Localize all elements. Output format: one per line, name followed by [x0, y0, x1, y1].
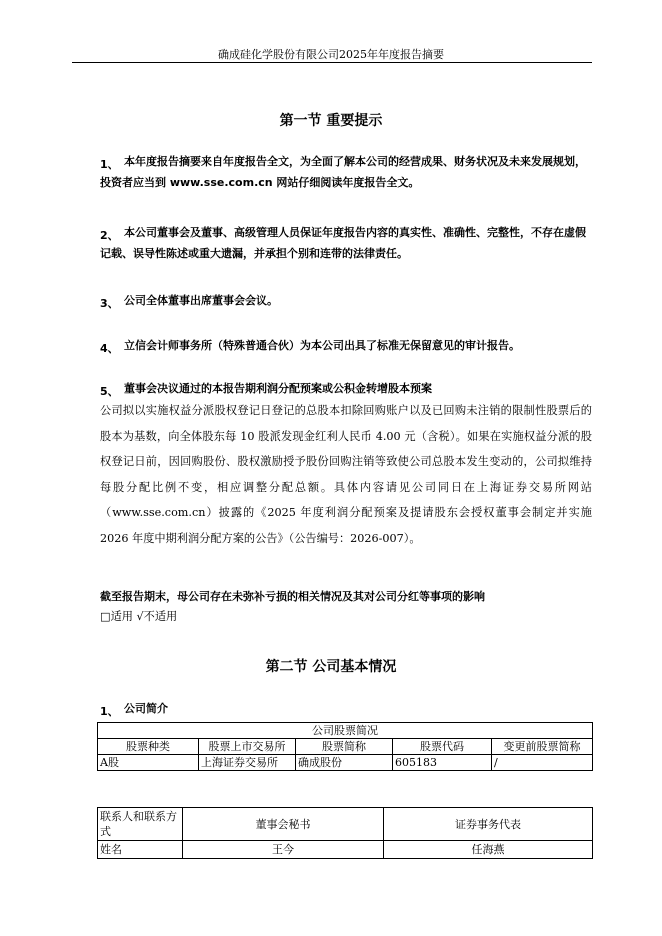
contact-table-header: 证券事务代表	[384, 808, 593, 841]
stock-table-caption: 公司股票简况	[98, 723, 593, 739]
deficit-heading: 截至报告期末，母公司存在未弥补亏损的相关情况及其对公司分红等事项的影响	[100, 590, 485, 603]
item3-text: 公司全体董事出席董事会会议。	[124, 294, 278, 307]
contact-table-cell: 任海燕	[384, 841, 593, 859]
item4-number: 4、	[100, 342, 119, 355]
contact-table-cell: 王今	[183, 841, 384, 859]
item4-text: 立信会计师事务所（特殊普通合伙）为本公司出具了标准无保留意见的审计报告。	[124, 339, 520, 352]
item5-text: 董事会决议通过的本报告期利润分配预案或公积金转增股本预案	[124, 382, 432, 395]
stock-table-cell: /	[492, 755, 593, 771]
item1-number: 1、	[100, 158, 119, 171]
header-divider	[72, 62, 592, 63]
stock-table-header: 股票简称	[296, 739, 393, 755]
item1-text: 本年度报告摘要来自年度报告全文，为全面了解本公司的经营成果、财务状况及未来发展规划，投资者应当到 www.sse.com.cn 网站仔细阅读年度报告全文。	[100, 155, 586, 189]
stock-table-cell: 605183	[393, 755, 492, 771]
item3-number: 3、	[100, 297, 119, 310]
stock-table-header: 股票上市交易所	[199, 739, 296, 755]
section2-title: 第二节 公司基本情况	[265, 659, 397, 675]
contact-table	[97, 807, 593, 859]
section1-title: 第一节 重要提示	[279, 113, 383, 129]
stock-table-header: 股票种类	[98, 739, 199, 755]
item2-number: 2、	[100, 229, 119, 242]
company-intro-number: 1、	[100, 705, 119, 718]
stock-table-cell: 确成股份	[296, 755, 393, 771]
stock-table	[97, 722, 593, 771]
item2-text: 本公司董事会及董事、高级管理人员保证年度报告内容的真实性、准确性、完整性，不存在虚假记载、误导性陈述或重大遗漏，并承担个别和连带的法律责任。	[100, 226, 586, 260]
profit-plan-paragraph: 公司拟以实施权益分派股权登记日登记的总股本扣除回购账户以及已回购未注销的限制性股票后的股本为基数，向全体股东每 10 股派发现金红利人民币 4.00 元（含税）。如果在实施权益分派的股权登记日前，因回购股份、股权激励授予股份回购注销等致使公司总股本发生变动的，公司拟维持每股分配比例不变，相应调整分配总额。具体内容请见公司同日在上海证券交易所网站（www.sse.com.cn）披露的《2025 年度利润分配预案及提请股东会授权董事会制定并实施 2026 年度中期利润分配方案的公告》（公告编号：2026-007）。	[100, 404, 592, 545]
deficit-options: □适用 √不适用	[100, 610, 178, 623]
page-header: 确成硅化学股份有限公司2025年年度报告摘要	[218, 48, 444, 61]
contact-table-header: 联系人和联系方式	[98, 808, 183, 841]
item5-number: 5、	[100, 385, 119, 398]
stock-table-header: 变更前股票简称	[492, 739, 593, 755]
stock-table-cell: 上海证券交易所	[199, 755, 296, 771]
company-intro-title: 公司简介	[124, 702, 168, 715]
stock-table-cell: A股	[98, 755, 199, 771]
stock-table-header: 股票代码	[393, 739, 492, 755]
contact-table-cell: 姓名	[98, 841, 183, 859]
contact-table-header: 董事会秘书	[183, 808, 384, 841]
